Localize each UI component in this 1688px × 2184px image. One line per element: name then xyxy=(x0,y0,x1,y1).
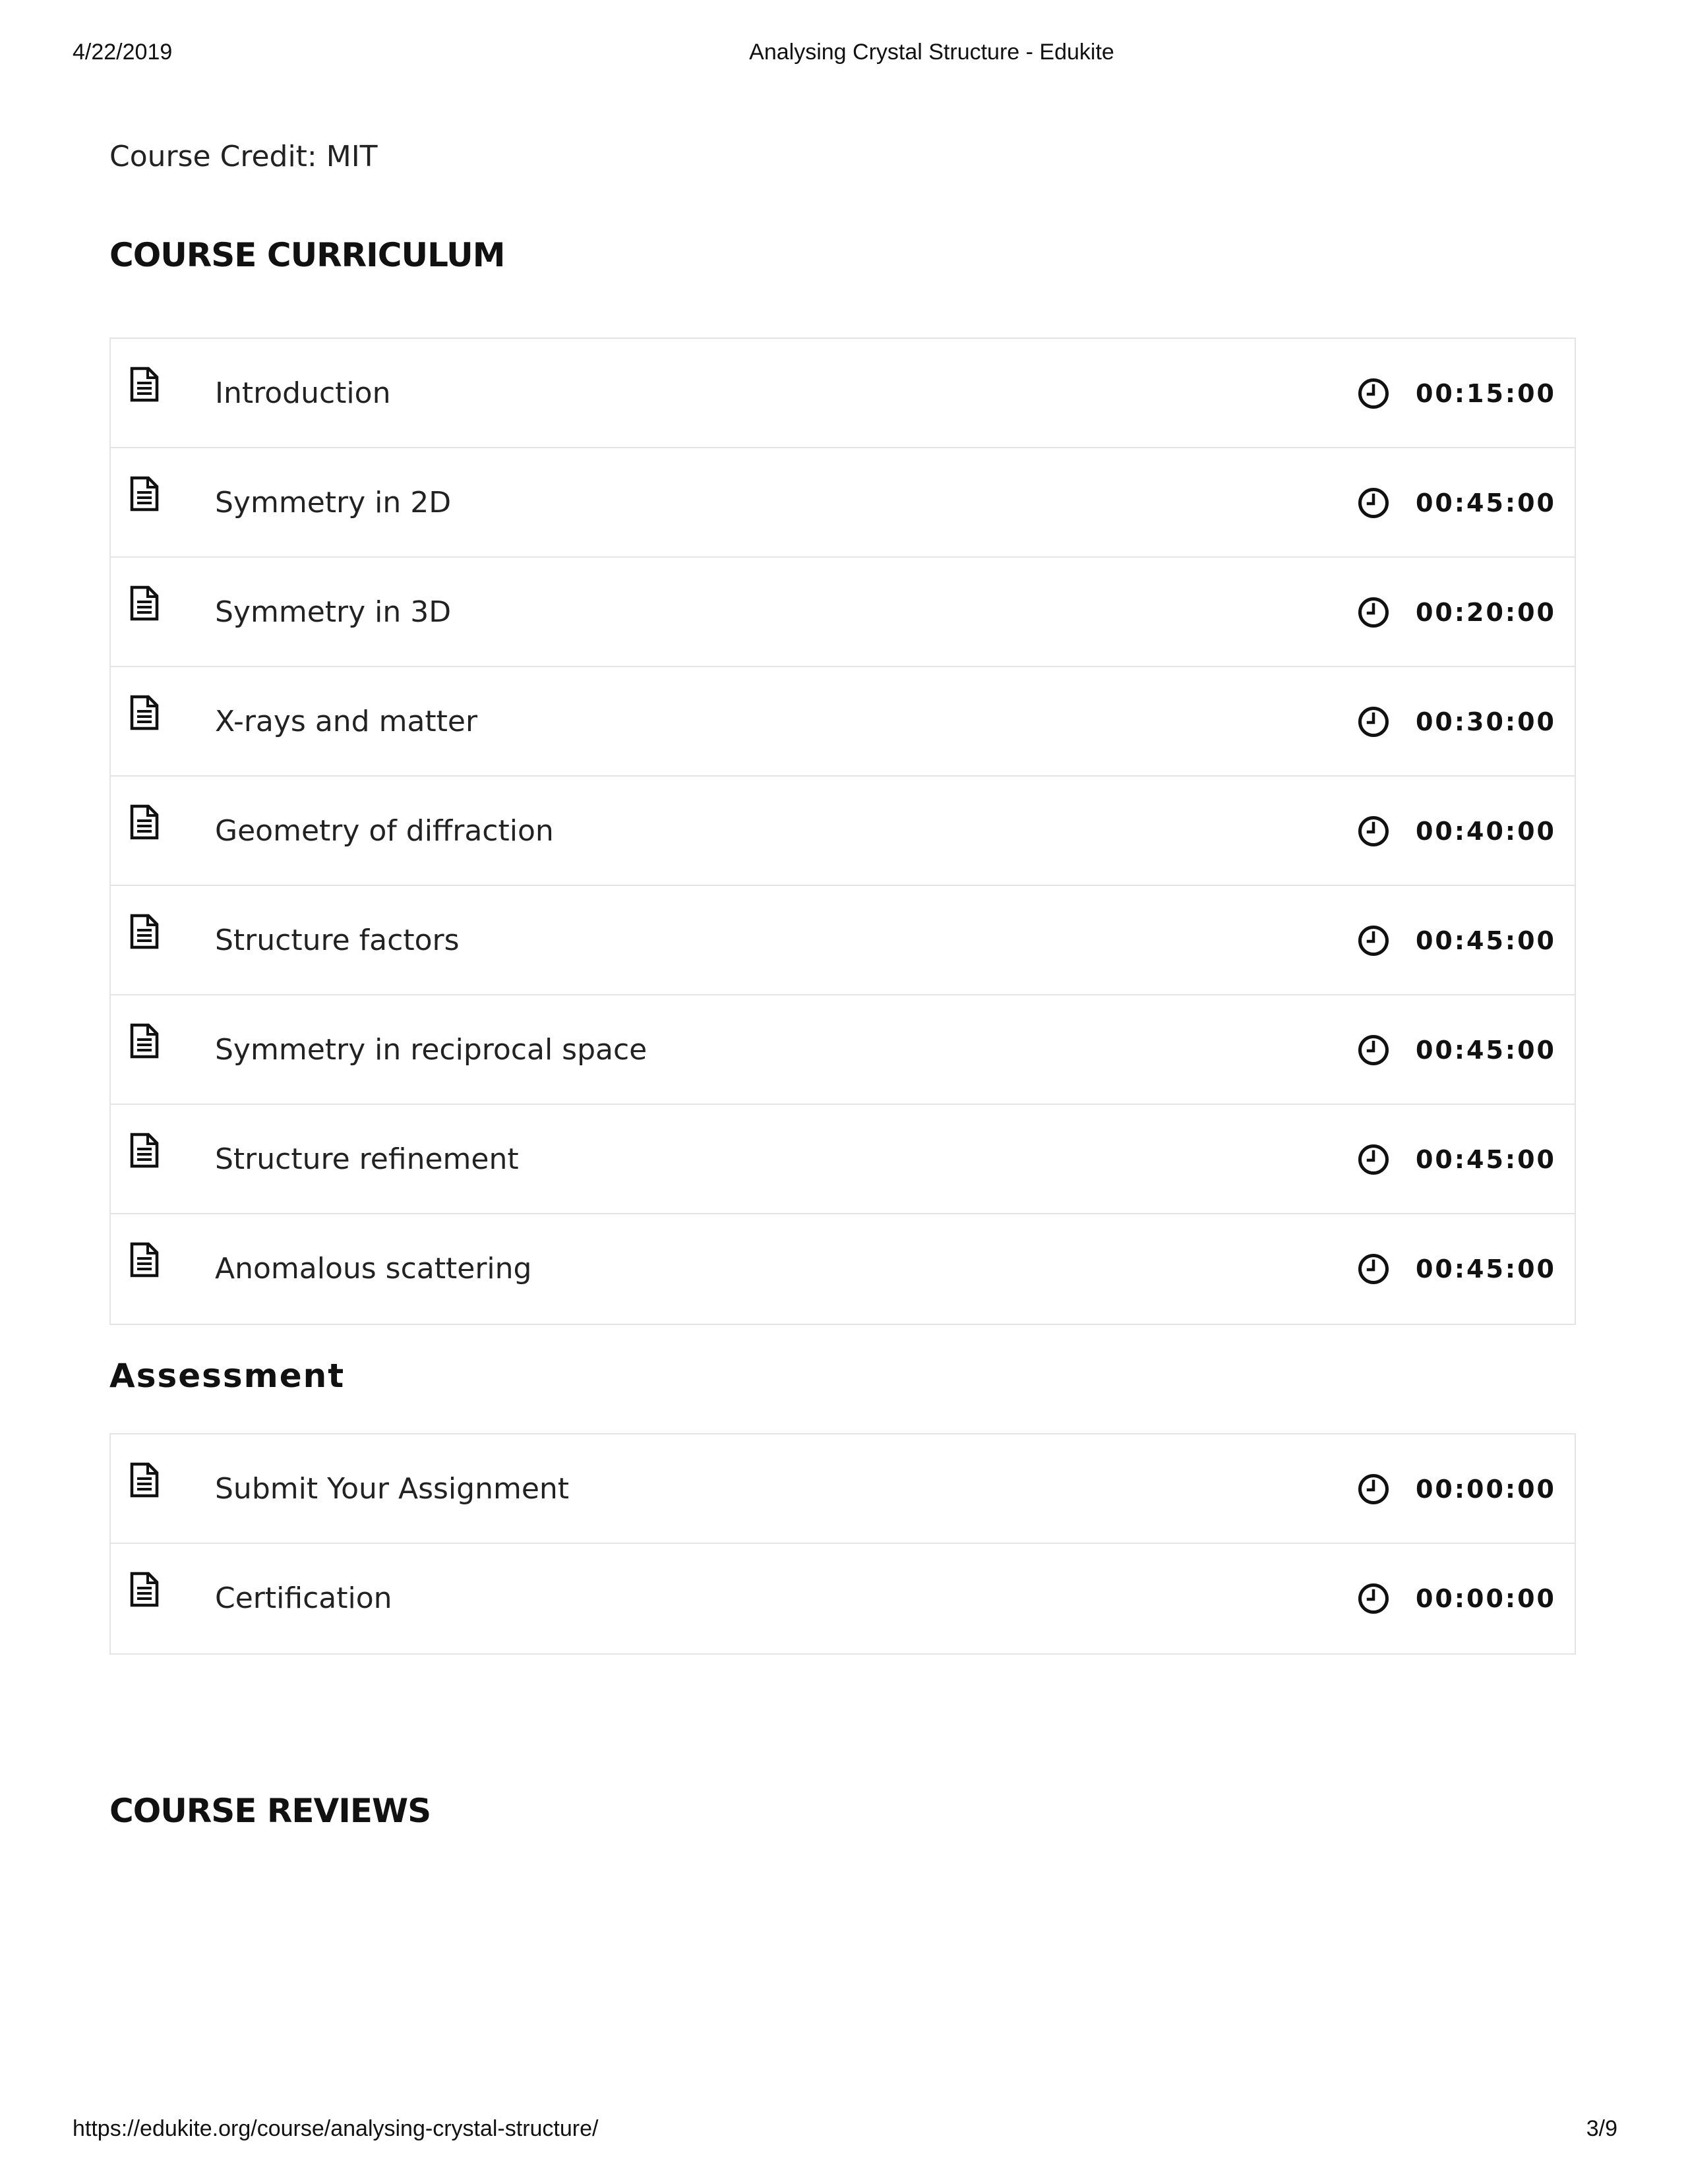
print-date: 4/22/2019 xyxy=(73,40,173,65)
lesson-row[interactable] xyxy=(111,1105,1575,1214)
lesson-row[interactable] xyxy=(111,1544,1575,1653)
lesson-duration: 00:45:00 xyxy=(1415,1145,1556,1174)
lesson-row[interactable] xyxy=(111,1434,1575,1544)
reviews-heading: COURSE REVIEWS xyxy=(109,1792,431,1830)
print-page-title: Analysing Crystal Structure - Edukite xyxy=(749,40,1114,65)
lesson-title: Anomalous scattering xyxy=(215,1252,532,1285)
lesson-duration: 00:40:00 xyxy=(1415,817,1556,846)
lesson-row[interactable] xyxy=(111,995,1575,1105)
clock-icon xyxy=(1357,487,1390,519)
lesson-title: Geometry of diffraction xyxy=(215,814,554,848)
lesson-title: Introduction xyxy=(215,376,391,410)
lesson-title: Structure refinement xyxy=(215,1142,519,1176)
assessment-heading: Assessment xyxy=(109,1357,346,1395)
lesson-title: Certification xyxy=(215,1581,392,1615)
lesson-duration: 00:45:00 xyxy=(1415,488,1556,517)
lesson-duration: 00:00:00 xyxy=(1415,1584,1556,1613)
document-icon xyxy=(129,804,160,840)
clock-icon xyxy=(1357,596,1390,629)
curriculum-heading: COURSE CURRICULUM xyxy=(109,236,505,274)
lesson-row[interactable] xyxy=(111,558,1575,667)
clock-icon xyxy=(1357,815,1390,848)
document-icon xyxy=(129,1462,160,1498)
lesson-title: Symmetry in 3D xyxy=(215,595,452,629)
print-url: https://edukite.org/course/analysing-crystal-structure/ xyxy=(73,2116,599,2141)
clock-icon xyxy=(1357,1034,1390,1067)
lesson-duration: 00:45:00 xyxy=(1415,1254,1556,1284)
clock-icon xyxy=(1357,1473,1390,1506)
document-icon xyxy=(129,476,160,512)
document-icon xyxy=(129,1023,160,1059)
document-icon xyxy=(129,1133,160,1168)
document-icon xyxy=(129,695,160,730)
clock-icon xyxy=(1357,1582,1390,1615)
lesson-duration: 00:45:00 xyxy=(1415,926,1556,955)
curriculum-list xyxy=(109,338,1576,1325)
lesson-row[interactable] xyxy=(111,667,1575,777)
lesson-row[interactable] xyxy=(111,339,1575,448)
course-credit: Course Credit: MIT xyxy=(109,140,378,173)
lesson-duration: 00:00:00 xyxy=(1415,1475,1556,1504)
document-icon xyxy=(129,1572,160,1607)
assessment-list xyxy=(109,1433,1576,1655)
lesson-duration: 00:45:00 xyxy=(1415,1036,1556,1065)
lesson-row[interactable] xyxy=(111,886,1575,995)
lesson-row[interactable] xyxy=(111,777,1575,886)
lesson-row[interactable] xyxy=(111,1214,1575,1324)
lesson-title: Symmetry in reciprocal space xyxy=(215,1033,648,1067)
lesson-title: Symmetry in 2D xyxy=(215,486,452,519)
lesson-row[interactable] xyxy=(111,448,1575,558)
clock-icon xyxy=(1357,705,1390,738)
lesson-title: Structure factors xyxy=(215,924,460,957)
lesson-title: X-rays and matter xyxy=(215,705,478,738)
document-icon xyxy=(129,1242,160,1278)
document-icon xyxy=(129,914,160,949)
lesson-duration: 00:15:00 xyxy=(1415,379,1556,408)
clock-icon xyxy=(1357,377,1390,410)
print-page-number: 3/9 xyxy=(1586,2116,1617,2141)
lesson-title: Submit Your Assignment xyxy=(215,1472,570,1506)
clock-icon xyxy=(1357,1253,1390,1285)
lesson-duration: 00:20:00 xyxy=(1415,598,1556,627)
document-icon xyxy=(129,367,160,402)
lesson-duration: 00:30:00 xyxy=(1415,707,1556,736)
clock-icon xyxy=(1357,924,1390,957)
document-icon xyxy=(129,585,160,621)
clock-icon xyxy=(1357,1143,1390,1176)
